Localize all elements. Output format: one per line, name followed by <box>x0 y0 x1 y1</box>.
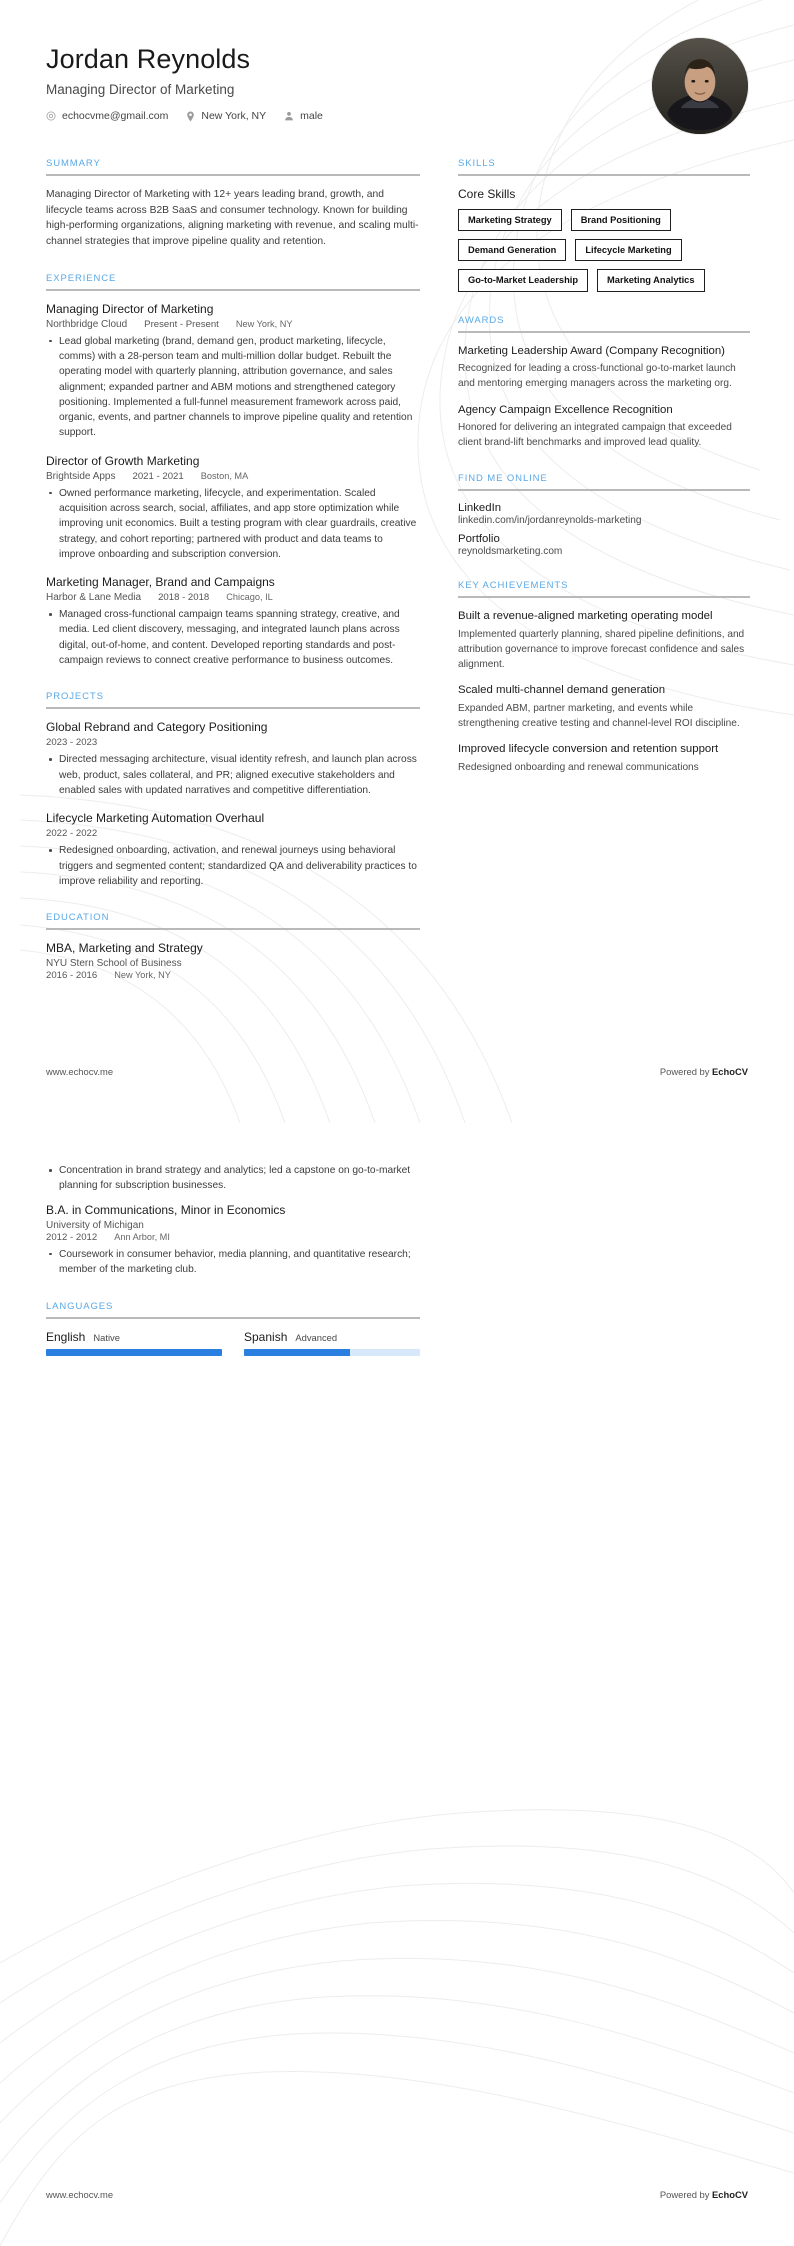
email-icon <box>46 111 56 121</box>
link-url[interactable]: linkedin.com/in/jordanreynolds-marketing <box>458 515 642 527</box>
section-education-continued <box>46 1163 420 1277</box>
education-meta <box>46 970 420 981</box>
education-meta <box>46 1232 420 1243</box>
avatar <box>652 38 748 134</box>
project-bullets <box>46 843 420 889</box>
achievement-title: Improved lifecycle conversion and retention support <box>458 743 719 756</box>
award-description: Honored for delivering an integrated campaign that exceeded client brand-lift benchmarks and improved lead quality. <box>458 422 732 449</box>
footer-powered-by <box>660 1066 748 1077</box>
page-footer <box>46 1066 748 1077</box>
education-dates: 2016 - 2016 <box>46 970 98 982</box>
language-proficiency-bar <box>46 1349 222 1356</box>
language-item <box>244 1330 420 1356</box>
section-title-experience: EXPERIENCE <box>46 272 117 284</box>
school-row <box>46 958 420 969</box>
language-head <box>46 1330 222 1344</box>
project-bullets <box>46 752 420 798</box>
award-entry <box>458 403 750 451</box>
award-entry <box>458 344 750 392</box>
project-title: Global Rebrand and Category Positioning <box>46 720 268 735</box>
section-title-skills: SKILLS <box>458 158 496 170</box>
section-title-summary: SUMMARY <box>46 158 101 170</box>
achievement-description: Expanded ABM, partner marketing, and events while strengthening creative testing and channel-level ROI discipline. <box>458 703 740 730</box>
section-rule <box>458 489 750 491</box>
section-title-languages: LANGUAGES <box>46 1301 114 1313</box>
award-description: Recognized for leading a cross-functional go-to-market launch and mentoring emerging managers across the marketing org. <box>458 363 736 390</box>
project-entry <box>46 811 420 889</box>
job-location: Boston, MA <box>200 470 249 481</box>
section-rule <box>46 289 420 291</box>
language-list <box>46 1330 420 1356</box>
online-link-entry <box>458 533 750 557</box>
resume-header <box>0 0 794 122</box>
skill-chip[interactable]: Marketing Strategy <box>458 209 562 231</box>
section-title-projects: PROJECTS <box>46 691 104 703</box>
person-icon <box>284 111 294 121</box>
achievement-entry <box>458 683 750 731</box>
headline: Managing Director of Marketing <box>46 82 235 98</box>
experience-entry <box>46 575 420 668</box>
section-title-find-me-online: FIND ME ONLINE <box>458 473 548 485</box>
education-bullets <box>46 1247 420 1278</box>
skill-chip[interactable]: Marketing Analytics <box>597 269 705 291</box>
footer-powered-prefix: Powered by <box>659 1066 713 1077</box>
education-location: New York, NY <box>114 970 171 981</box>
job-company: Harbor & Lane Media <box>46 592 142 604</box>
project-dates: 2022 - 2022 <box>46 828 98 840</box>
bullet: Directed messaging architecture, visual identity refresh, and launch plan across web, product, sales collateral, and PR; aligned executive stakeholders and enabled sales with updated narratives and competitive differentiation. <box>59 752 420 798</box>
language-level: Advanced <box>295 1332 338 1344</box>
section-key-achievements <box>458 580 750 775</box>
skill-chip[interactable]: Lifecycle Marketing <box>575 239 681 261</box>
section-experience <box>46 273 420 669</box>
job-meta <box>46 319 420 330</box>
contact-gender <box>284 110 323 122</box>
job-location: New York, NY <box>235 318 293 329</box>
job-bullets <box>46 607 420 668</box>
achievement-title: Built a revenue-aligned marketing operating model <box>458 610 713 623</box>
footer-brand: EchoCV <box>712 1066 748 1077</box>
footer-powered-prefix: Powered by <box>659 2189 713 2200</box>
experience-entry <box>46 302 420 441</box>
bullet: Lead global marketing (brand, demand gen, product marketing, lifecycle, comms) with a 28-person team and multi-million dollar budget. Rebuilt the operating model with quarterly planning, attribution governance, and sales alignment; expanded partner and ABM motions and strengthened category positioning. Implemented a full-funnel measurement framework across paid, organic, events, and partner channels to improve pipeline quality and retention support. <box>59 334 420 441</box>
page-footer <box>46 2189 748 2200</box>
section-rule <box>46 707 420 709</box>
left-column-page2 <box>46 1163 420 1379</box>
job-location: Chicago, IL <box>226 592 273 603</box>
section-rule <box>458 174 750 176</box>
achievement-title: Scaled multi-channel demand generation <box>458 684 666 697</box>
project-title: Lifecycle Marketing Automation Overhaul <box>46 811 265 826</box>
section-education <box>46 912 420 981</box>
job-dates: 2021 - 2021 <box>132 470 184 482</box>
job-meta <box>46 471 420 482</box>
education-bullets <box>46 1163 420 1194</box>
bullet: Managed cross-functional campaign teams spanning strategy, creative, and media. Led client discovery, messaging, and integrated launch plans across digital, out-of-home, and content. Developed reporting standards and post-campaign reviews to connect creative performance to business outcomes. <box>59 607 420 668</box>
education-entry <box>46 1203 420 1278</box>
job-dates: Present - Present <box>144 318 219 330</box>
job-title: Managing Director of Marketing <box>46 301 214 316</box>
section-rule <box>46 174 420 176</box>
experience-entry <box>46 454 420 562</box>
contact-location-text: New York, NY <box>201 110 267 123</box>
skill-chip-list <box>458 209 750 292</box>
page-title: Jordan Reynolds <box>46 44 251 74</box>
job-meta <box>46 592 420 603</box>
project-dates: 2023 - 2023 <box>46 737 98 749</box>
contact-row <box>46 110 748 122</box>
avatar-photo <box>652 38 748 134</box>
language-name: English <box>46 1330 86 1345</box>
skill-chip[interactable]: Brand Positioning <box>571 209 671 231</box>
achievement-entry <box>458 609 750 672</box>
contact-location <box>186 110 266 122</box>
bullet: Owned performance marketing, lifecycle, and experimentation. Scaled acquisition across search, social, affiliates, and app store optimization while improving unit economics. Built a testing program with clear guardrails, creative strategy, and cohort reporting; partnered with product and data teams to improve onboarding and subscription conversion. <box>59 486 420 562</box>
job-title: Director of Growth Marketing <box>46 453 200 468</box>
language-proficiency-fill <box>46 1349 222 1356</box>
section-find-me-online <box>458 473 750 557</box>
school-name: University of Michigan <box>46 1219 144 1231</box>
section-title-key-achievements: KEY ACHIEVEMENTS <box>458 580 569 592</box>
section-awards <box>458 315 750 451</box>
contact-email[interactable] <box>46 110 168 122</box>
link-label: LinkedIn <box>458 502 502 515</box>
right-column <box>458 158 750 798</box>
project-meta <box>46 737 420 748</box>
resume-page-2 <box>0 1123 794 2246</box>
degree-title: B.A. in Communications, Minor in Economics <box>46 1202 286 1217</box>
contact-gender-text: male <box>300 110 323 123</box>
project-entry <box>46 720 420 798</box>
language-proficiency-fill <box>244 1349 350 1356</box>
bullet: Coursework in consumer behavior, media planning, and quantitative research; member of the marketing club. <box>59 1247 420 1278</box>
job-title: Marketing Manager, Brand and Campaigns <box>46 575 275 590</box>
link-url[interactable]: reynoldsmarketing.com <box>458 546 563 558</box>
job-company: Northbridge Cloud <box>46 318 128 330</box>
section-rule <box>458 596 750 598</box>
location-pin-icon <box>186 111 195 122</box>
language-level: Native <box>93 1332 120 1344</box>
degree-title: MBA, Marketing and Strategy <box>46 941 203 956</box>
skill-chip[interactable]: Demand Generation <box>458 239 566 261</box>
section-title-awards: AWARDS <box>458 314 505 326</box>
award-title: Agency Campaign Excellence Recognition <box>458 403 673 416</box>
job-bullets <box>46 334 420 441</box>
language-head <box>244 1330 420 1344</box>
achievement-description: Implemented quarterly planning, shared pipeline definitions, and attribution governance to improve forecast confidence and sales alignment. <box>458 629 745 671</box>
project-meta <box>46 828 420 839</box>
language-item <box>46 1330 222 1356</box>
education-dates: 2012 - 2012 <box>46 1231 98 1243</box>
contact-email-text: echocvme@gmail.com <box>62 110 169 123</box>
section-title-education: EDUCATION <box>46 912 110 924</box>
job-dates: 2018 - 2018 <box>158 592 210 604</box>
footer-brand: EchoCV <box>712 2189 748 2200</box>
section-projects <box>46 691 420 889</box>
skill-chip[interactable]: Go-to-Market Leadership <box>458 269 588 291</box>
footer-powered-by <box>660 2189 748 2200</box>
language-proficiency-bar <box>244 1349 420 1356</box>
section-skills <box>458 158 750 292</box>
section-summary <box>46 158 420 250</box>
left-column <box>46 158 420 1004</box>
summary-text: Managing Director of Marketing with 12+ years leading brand, growth, and lifecycle teams across B2B SaaS and consumer technology. Known for building high-performing organizations, aligning marketing with revenue, and scaling multi-channel strategies that improve pipeline quality and retention. <box>46 189 419 247</box>
section-rule <box>458 331 750 333</box>
award-title: Marketing Leadership Award (Company Recognition) <box>458 344 725 357</box>
section-languages <box>46 1301 420 1356</box>
skills-group-label: Core Skills <box>458 187 516 202</box>
achievement-entry <box>458 742 750 775</box>
footer-site[interactable]: www.echocv.me <box>46 2189 114 2200</box>
school-name: NYU Stern School of Business <box>46 958 182 970</box>
footer-site[interactable]: www.echocv.me <box>46 1066 114 1077</box>
link-label: Portfolio <box>458 533 500 546</box>
education-entry <box>46 941 420 981</box>
bullet: Concentration in brand strategy and analytics; led a capstone on go-to-market planning for subscription businesses. <box>59 1163 420 1194</box>
bullet: Redesigned onboarding, activation, and renewal journeys using behavioral triggers and segmented content; standardized QA and deliverability practices to improve reliability and reporting. <box>59 843 420 889</box>
school-row <box>46 1220 420 1231</box>
job-bullets <box>46 486 420 562</box>
language-name: Spanish <box>244 1330 288 1345</box>
section-rule <box>46 1317 420 1319</box>
job-company: Brightside Apps <box>46 470 116 482</box>
section-rule <box>46 928 420 930</box>
education-location: Ann Arbor, MI <box>114 1231 170 1242</box>
achievement-description: Redesigned onboarding and renewal communications <box>458 761 699 773</box>
online-link-entry <box>458 502 750 526</box>
